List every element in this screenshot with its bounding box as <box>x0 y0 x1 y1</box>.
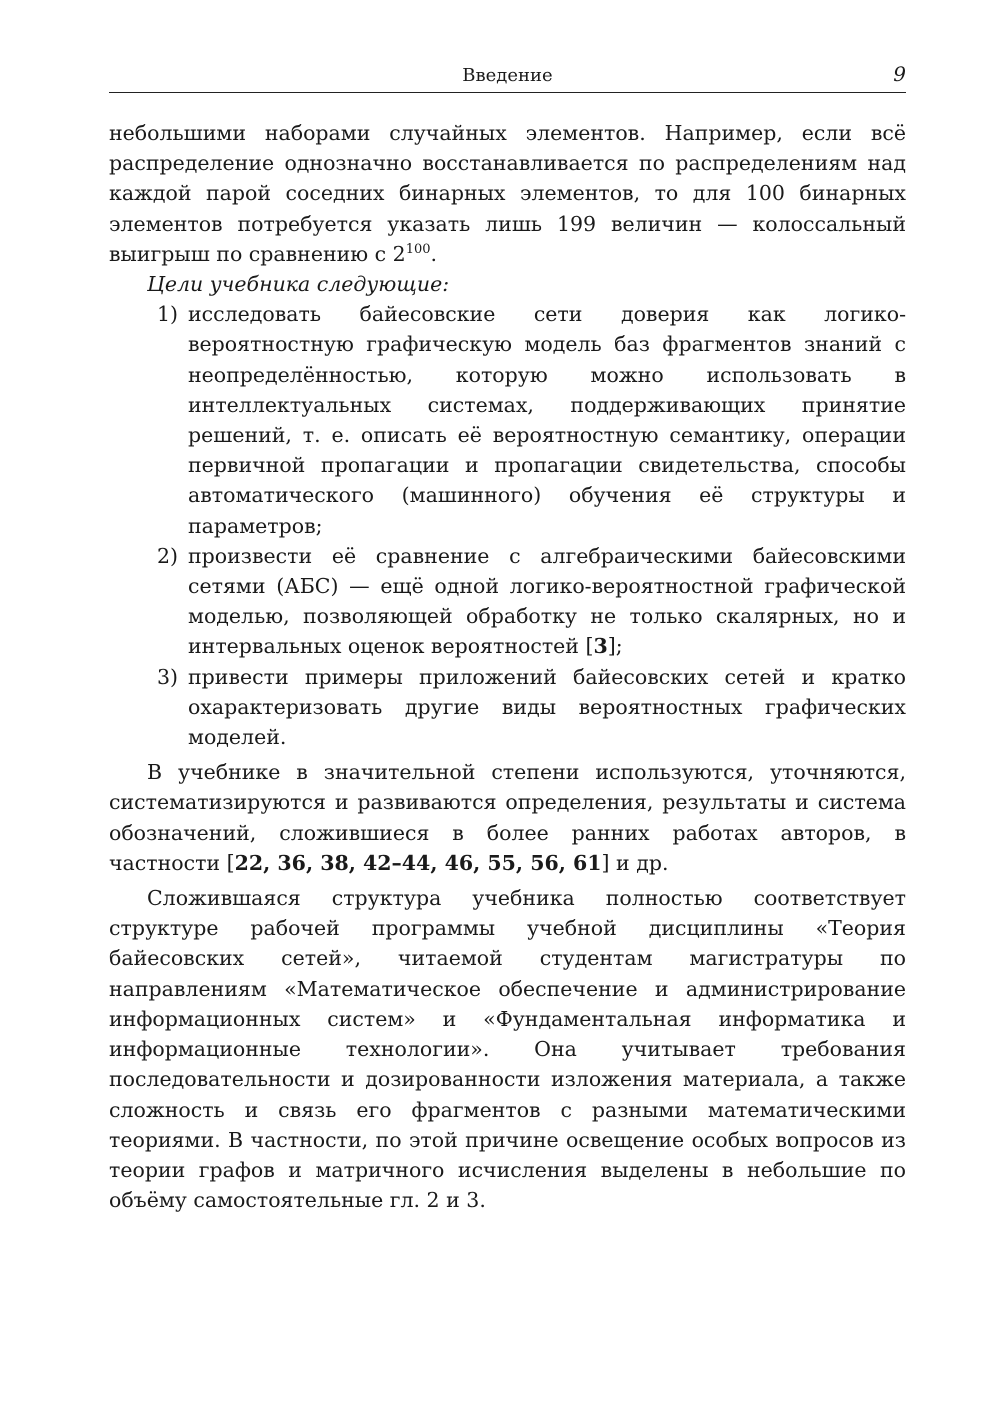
list-item-end: ]; <box>607 634 623 659</box>
list-item-text: привести примеры приложений байесовских сетей и кратко охарактеризовать другие виды вероятностных графических моделей. <box>188 664 906 750</box>
paragraph-intro <box>109 118 906 269</box>
list-item-number: 1) <box>157 302 179 327</box>
list-item-number: 2) <box>157 543 179 568</box>
citation: 3 <box>593 634 608 659</box>
paragraph-sources-end: ] и др. <box>601 850 669 875</box>
paragraph-structure: Сложившаяся структура учебника полностью соответствует структуре рабочей программы учебной дисциплины «Теория байесовских сетей», читаемой студентам магистратуры по направлениям «Математическое обеспечение и администрирование информационных систем» и «Фундаментальная информатика и информационные технологии». Она учитывает требования последовательности и дозированности изложения материала, а также сложность и связь его фрагментов с разными математическими теориями. В частности, по этой причине освещение особых вопросов из теории графов и матричного исчисления выделены в небольшие по объёму самостоятельные гл. 2 и 3. <box>109 886 906 1213</box>
paragraph-intro-text: небольшими наборами случайных элементов. Например, если всё распределение однозначно восстанавливается по распределениям над каждой парой соседних бинарных элементов, то для 100 бинарных элементов потребуется указать лишь 199 величин — колоссальный выигрыш по сравнению с 2 <box>109 121 906 266</box>
page-number: 9 <box>893 62 906 86</box>
goals-lead-in: Цели учебника следующие: <box>147 272 450 297</box>
paragraph-sources <box>109 757 906 878</box>
running-header <box>109 62 906 93</box>
goals-list-item <box>109 662 906 753</box>
goals-list-item <box>109 541 906 662</box>
list-item-number: 3) <box>157 664 179 689</box>
paragraph-intro-end: . <box>430 241 438 266</box>
paragraph-sources-text: В учебнике в значительной степени используются, уточняются, систематизируются и развиваются определения, результаты и система обозначений, сложившиеся в более ранних работах авторов, в частности [ <box>109 760 906 875</box>
citations: 22, 36, 38, 42–44, 46, 55, 56, 61 <box>234 850 602 875</box>
exponent: 100 <box>405 241 431 257</box>
running-title: Введение <box>462 65 553 86</box>
list-item-text: исследовать байесовские сети доверия как логико-вероятностную графическую модель баз фрагментов знаний с неопределённостью, которую можно использовать в интеллектуальных системах, поддерживающих принятие решений, т. е. описать её вероятностную семантику, операции первичной пропагации и пропагации свидетельства, способы автоматического (машинного) обучения её структуры и параметров; <box>188 302 906 538</box>
body-text <box>109 118 906 1215</box>
list-item-text: произвести её сравнение с алгебраическими байесовскими сетями (АБС) — ещё одной логико-вероятностной графической моделью, позволяющей обработку не только скалярных, но и интервальных оценок вероятностей [ <box>188 543 906 659</box>
goals-list-item <box>109 299 906 541</box>
goals-list <box>109 299 906 752</box>
